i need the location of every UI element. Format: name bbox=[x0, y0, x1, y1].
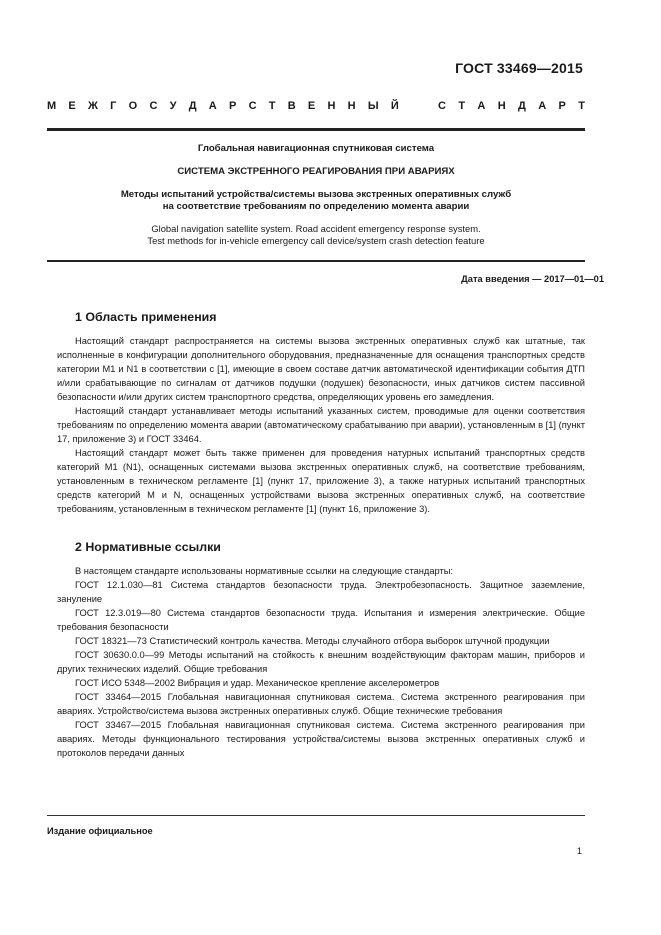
section-heading-scope: 1 Область применения bbox=[75, 310, 217, 324]
series-title: Глобальная навигационная спутниковая система bbox=[197, 143, 435, 154]
reference-item: ГОСТ 33464—2015 Глобальная навигационная спутниковая система. Система экстренного реагирования при авариях. Устройство/система вызова экстренных оперативных служб. Общие технические требования bbox=[57, 692, 585, 716]
title-block bbox=[47, 143, 585, 247]
letter: Г bbox=[110, 100, 117, 112]
english-title bbox=[47, 223, 585, 247]
standard-type-banner bbox=[47, 100, 585, 112]
letter: С bbox=[248, 100, 257, 112]
letter: Р bbox=[558, 100, 566, 112]
standard-type-word-standard bbox=[438, 100, 585, 112]
letter: У bbox=[169, 100, 177, 112]
letter: Д bbox=[188, 100, 197, 112]
paragraph: Настоящий стандарт устанавливает методы испытаний указанных систем, проводимые для оценки соответствия требованиям по определению момента аварии (автоматическому срабатыванию при аварии), установленным в [1] (пункт 17, приложение 3) и ГОСТ 33464. bbox=[57, 406, 585, 444]
header-divider bbox=[47, 128, 585, 131]
letter: М bbox=[47, 100, 57, 112]
subtitle-line: на соответствие требованиям по определению момента аварии bbox=[162, 201, 470, 212]
letter: Й bbox=[390, 100, 399, 112]
letter: Ы bbox=[367, 100, 379, 112]
reference-item: ГОСТ 12.3.019—80 Система стандартов безопасности труда. Испытания и измерения электрические. Общие требования безопасности bbox=[57, 608, 585, 632]
letter: А bbox=[538, 100, 547, 112]
letter: Н bbox=[497, 100, 506, 112]
introduction-date: Дата введения — 2017—01—01 bbox=[461, 274, 604, 284]
section-heading-normative-references: 2 Нормативные ссылки bbox=[75, 540, 221, 554]
letter: А bbox=[208, 100, 217, 112]
letter: Т bbox=[458, 100, 466, 112]
letter: С bbox=[438, 100, 446, 112]
page-number: 1 bbox=[576, 846, 582, 856]
section-scope bbox=[57, 334, 585, 516]
subtitle bbox=[47, 189, 585, 213]
english-title-line: Global navigation satellite system. Road accident emergency response system. bbox=[151, 223, 481, 234]
letter: Т bbox=[578, 100, 585, 112]
reference-item: ГОСТ ИСО 5348—2002 Вибрация и удар. Механическое крепление акселерометров bbox=[75, 678, 440, 688]
letter: Ж bbox=[87, 100, 98, 112]
footer-divider bbox=[47, 815, 585, 816]
document-body bbox=[57, 308, 585, 760]
letter: Е bbox=[68, 100, 76, 112]
letter: В bbox=[287, 100, 296, 112]
reference-item: ГОСТ 18321—73 Статистический контроль качества. Методы случайного отбора выборок штучной продукции bbox=[75, 636, 550, 646]
paragraph: Настоящий стандарт может быть также применен для проведения натурных испытаний транспортных средств категорий М1 (N1), оснащенных системами вызова экстренных оперативных служб, на соответствие требованиям, установленным в техническом регламенте [1] (пункт 17, приложение 3), а также натурных испытаний транспортных средств категорий М и N, оснащенных устройствами вызова экстренных оперативных служб, на соответствие требованиям, установленным в техническом регламенте [1] (пункт 16, приложение 3). bbox=[57, 448, 585, 514]
reference-item: ГОСТ 12.1.030—81 Система стандартов безопасности труда. Электробезопасность. Защитное заземление, зануление bbox=[57, 580, 585, 604]
letter: Е bbox=[307, 100, 316, 112]
letter: Н bbox=[327, 100, 336, 112]
reference-item: ГОСТ 33467—2015 Глобальная навигационная спутниковая система. Система экстренного реагирования при авариях. Методы функционального тестирования устройства/системы вызова экстренных оперативных служб и протоколов передачи данных bbox=[57, 720, 585, 758]
subtitle-line: Методы испытаний устройства/системы вызова экстренных оперативных служб bbox=[120, 189, 512, 200]
paragraph: В настоящем стандарте использованы нормативные ссылки на следующие стандарты: bbox=[75, 566, 454, 576]
document-number: ГОСТ 33469—2015 bbox=[455, 60, 583, 76]
letter: С bbox=[149, 100, 158, 112]
letter: О bbox=[128, 100, 138, 112]
letter: Н bbox=[347, 100, 356, 112]
edition-label: Издание официальное bbox=[47, 826, 153, 836]
paragraph: Настоящий стандарт распространяется на системы вызова экстренных оперативных служб как штатные, так исполненные в конфигурации дополнительного оборудования, предназначенные для оснащения транспортных средств категории М1 и N1 в соответствии с [1], имеющие в своем составе датчик автоматической идентификации события ДТП и/или срабатывающие по сигналам от датчиков подушки (подушек) безопасности, иных датчиков систем пассивной безопасности и/или других систем транспортного средства, определяющих уровень его замедления. bbox=[57, 336, 585, 402]
letter: Д bbox=[518, 100, 526, 112]
letter: А bbox=[477, 100, 486, 112]
english-title-line: Test methods for in-vehicle emergency call device/system crash detection feature bbox=[147, 235, 485, 246]
letter: Р bbox=[228, 100, 237, 112]
title-divider bbox=[47, 260, 585, 262]
main-title: СИСТЕМА ЭКСТРЕННОГО РЕАГИРОВАНИЯ ПРИ АВАРИЯХ bbox=[177, 166, 455, 177]
standard-type-word-interstate bbox=[47, 100, 399, 112]
section-normative-references bbox=[57, 564, 585, 760]
reference-item: ГОСТ 30630.0.0—99 Методы испытаний на стойкость к внешним воздействующим факторам машин, приборов и других технических изделий. Общие требования bbox=[57, 650, 585, 674]
letter: Т bbox=[268, 100, 276, 112]
